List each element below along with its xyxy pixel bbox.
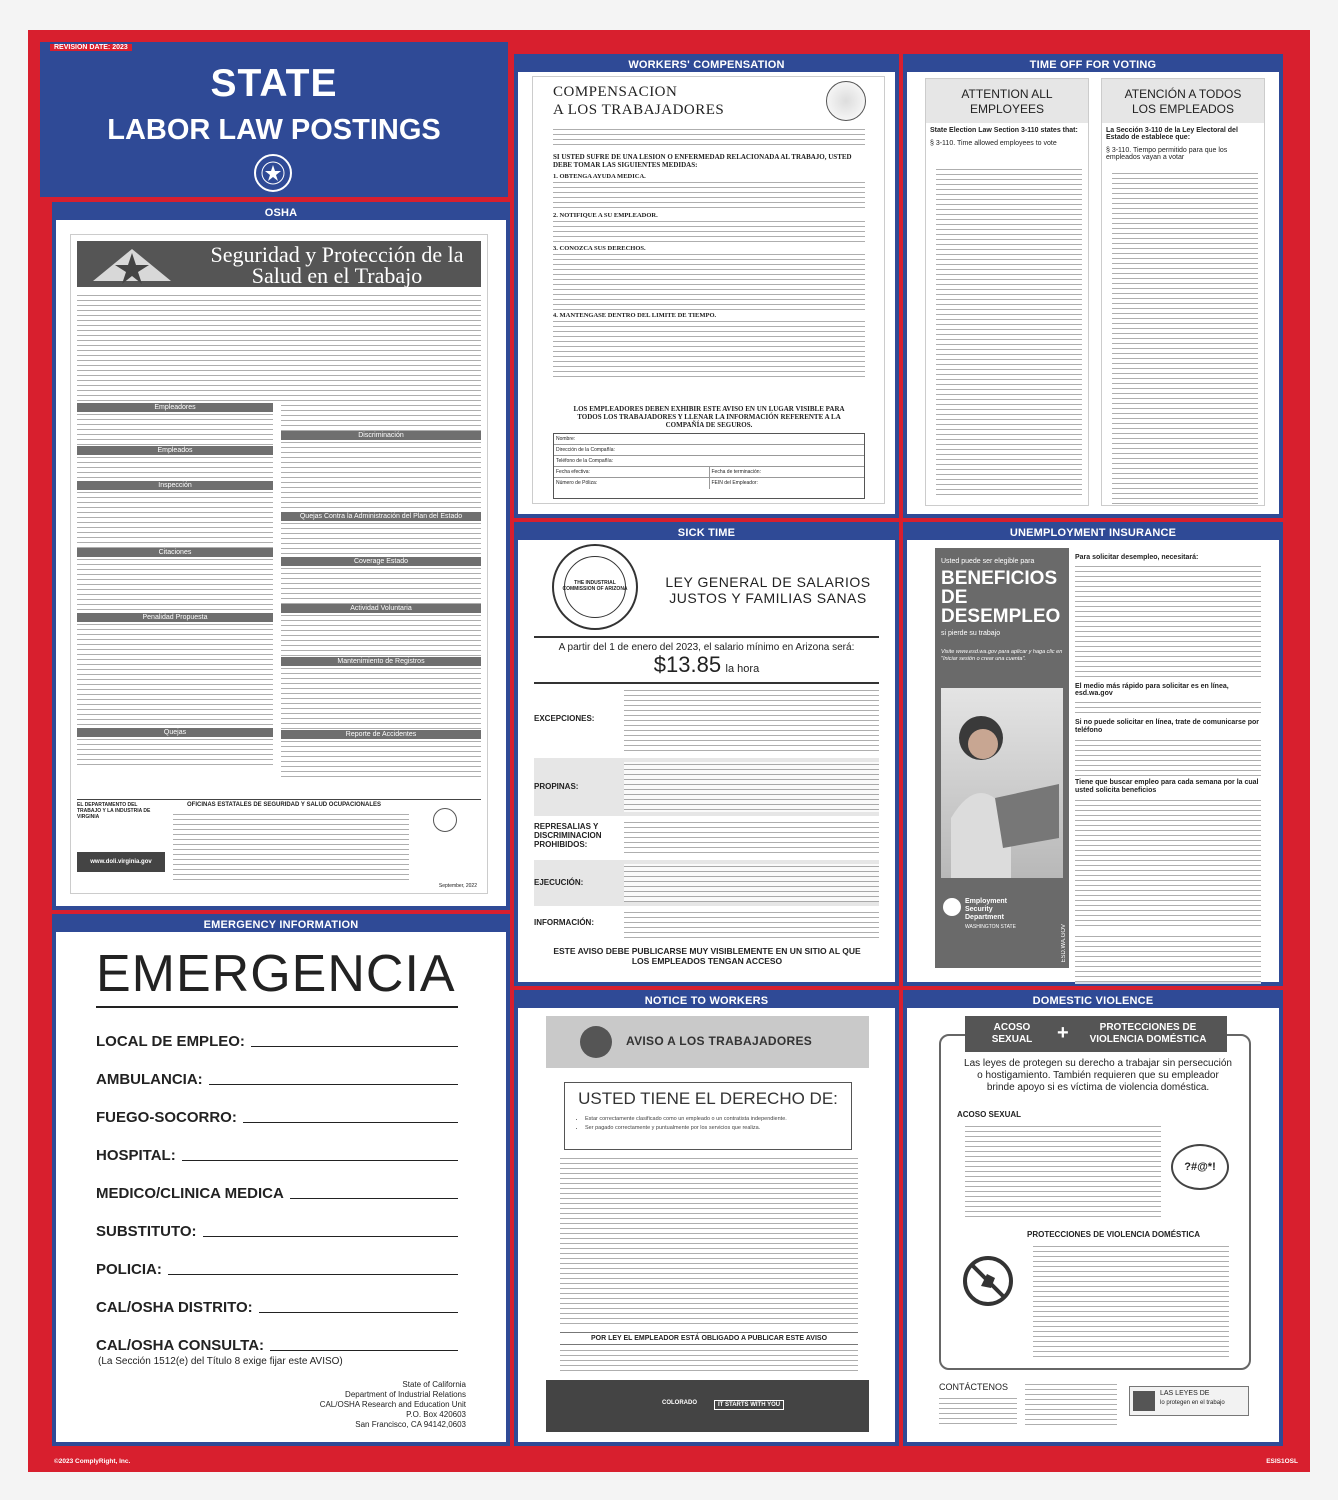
osha-subhead: Discriminación xyxy=(281,431,481,440)
oregon-logo-icon xyxy=(1133,1391,1155,1411)
voting-english: ATTENTION ALL EMPLOYEES State Election Law Section 3-110 states that: § 3-110. Time allowed employees to vote xyxy=(925,78,1089,506)
voting-spanish: ATENCIÓN A TODOS LOS EMPLEADOS La Sección 3-110 de la Ley Electoral del Estado de establece que: § 3-110. Tiempo permitido para que los empleados vayan a votar xyxy=(1101,78,1265,506)
wc-form: Nombre: Dirección de la Compañía: Teléfono de la Compañía: Fecha efectiva: Fecha de terminación: Número de Póliza: FEIN del Empleador: xyxy=(553,433,865,499)
dv-laws-box: LAS LEYES DE lo protegen en el trabajo xyxy=(1129,1386,1249,1416)
domestic-violence-panel xyxy=(903,990,1283,1446)
dv-intro: Las leyes de protegen su derecho a trabajar sin persecución o hostigamiento. También requieren que su empleador brinde apoyo si es víctima de violencia doméstica. xyxy=(964,1058,1232,1093)
sick-time-panel xyxy=(514,522,899,986)
unemployment-panel xyxy=(903,522,1283,986)
sick-table: EXCEPCIONES: PROPINAS: REPRESALIAS Y DISCRIMINACION PROHIBIDOS: EJECUCIÓN: INFORMACIÓN: xyxy=(534,682,879,940)
workers-comp-title: WORKERS' COMPENSATION xyxy=(518,58,895,72)
revision-date: REVISION DATE: 2023 xyxy=(50,44,132,51)
field-ambulancia[interactable]: AMBULANCIA: xyxy=(96,1050,458,1088)
emergency-fields xyxy=(96,1012,458,1354)
field-medico-clinica[interactable]: MEDICO/CLINICA MEDICA xyxy=(96,1164,458,1202)
osha-web: www.doli.virginia.gov xyxy=(77,852,165,872)
domestic-title: DOMESTIC VIOLENCE xyxy=(907,994,1279,1008)
sick-time-title: SICK TIME xyxy=(518,526,895,540)
arizona-seal-icon: THE INDUSTRIAL COMMISSION OF ARIZONA xyxy=(552,544,638,630)
osha-right-column xyxy=(281,403,481,795)
field-hospital[interactable]: HOSPITAL: xyxy=(96,1126,458,1164)
osha-subhead: Reporte de Accidentes xyxy=(281,730,481,739)
illinois-seal-icon xyxy=(826,81,866,121)
emergency-heading: EMERGENCIA xyxy=(96,945,456,1003)
osha-left-column xyxy=(77,403,273,795)
sick-wage: $13.85 la hora xyxy=(653,652,760,677)
product-code: ESIS1OSL xyxy=(1266,1458,1298,1465)
wc-title: COMPENSACION A LOS TRABAJADORES xyxy=(553,84,725,118)
notice-footer-bar: COLORADO IT STARTS WITH YOU xyxy=(546,1380,869,1432)
aviso-banner: AVISO A LOS TRABAJADORES xyxy=(546,1016,869,1068)
wc-steps: 1. OBTENGA AYUDA MEDICA. 2. NOTIFIQUE A SU EMPLEADOR. 3. CONOZCA SUS DERECHOS. 4. MANTENGASE DENTRO DEL LIMITE DE TIEMPO. xyxy=(553,173,865,377)
voting-panel xyxy=(903,54,1283,518)
field-calosha-distrito[interactable]: CAL/OSHA DISTRITO: xyxy=(96,1278,458,1316)
workers-comp-panel xyxy=(514,54,899,518)
field-local-empleo[interactable]: LOCAL DE EMPLEO: xyxy=(96,1012,458,1050)
speech-bubble-icon: ?#@*! xyxy=(1171,1144,1229,1190)
osha-subhead: Coverage Estado xyxy=(281,557,481,566)
emergency-panel xyxy=(52,914,510,1446)
osha-banner xyxy=(77,241,481,287)
osha-offices-title: OFICINAS ESTATALES DE SEGURIDAD Y SALUD OCUPACIONALES xyxy=(187,802,382,808)
colorado-seal-icon xyxy=(580,1026,612,1058)
osha-subhead: Penalidad Propuesta xyxy=(77,613,273,622)
sick-title: LEY GENERAL DE SALARIOS JUSTOS Y FAMILIAS SANAS xyxy=(665,574,871,606)
osha-subhead: Inspección xyxy=(77,481,273,490)
header-title-state: STATE xyxy=(210,62,338,105)
osha-offices xyxy=(77,799,481,889)
workers-comp-document xyxy=(532,76,885,504)
osha-subhead: Quejas xyxy=(77,728,273,737)
copyright: ©2023 ComplyRight, Inc. xyxy=(54,1458,131,1465)
voting-title: TIME OFF FOR VOTING xyxy=(907,58,1279,72)
notice-workers-title: NOTICE TO WORKERS xyxy=(518,994,895,1008)
emergency-note: (La Sección 1512(e) del Título 8 exige fijar este AVISO) xyxy=(98,1356,343,1367)
header-title-main: LABOR LAW POSTINGS xyxy=(107,114,441,146)
osha-title: OSHA xyxy=(56,206,506,220)
sick-wage-intro: A partir del 1 de enero del 2023, el salario mínimo en Arizona será: xyxy=(534,636,879,653)
field-substituto[interactable]: SUBSTITUTO: xyxy=(96,1202,458,1240)
osha-intro-text xyxy=(77,293,481,401)
esd-logo-icon xyxy=(943,898,961,916)
ui-right-text: Para solicitar desempleo, necesitará: El medio más rápido para solicitar es en línea, esd.wa.gov Si no puede solicitar en línea, trate de comunicarse por teléfono Tiene que buscar empleo para cada semana por la cual usted solicita beneficios xyxy=(1075,554,1261,966)
osha-footer-date: September, 2022 xyxy=(438,883,477,889)
field-fuego-socorro[interactable]: FUEGO-SOCORRO: xyxy=(96,1088,458,1126)
rights-box: USTED TIENE EL DERECHO DE: • Estar correctamente clasificado como un empleado o un contratista independiente. • Ser pagado correctamente y puntualmente por los servicios que realiza. xyxy=(564,1082,852,1150)
seal-icon xyxy=(256,156,290,190)
field-calosha-consulta[interactable]: CAL/OSHA CONSULTA: xyxy=(96,1316,458,1354)
emergency-title: EMERGENCY INFORMATION xyxy=(56,918,506,932)
dv-sub-protecciones: PROTECCIONES DE VIOLENCIA DOMÉSTICA xyxy=(1027,1230,1201,1239)
sick-notice: ESTE AVISO DEBE PUBLICARSE MUY VISIBLEMENTE EN UN SITIO AL QUE LOS EMPLEADOS TENGAN ACCESO xyxy=(553,946,861,966)
wc-lesion-head: SI USTED SUFRE DE UNA LESION O ENFERMEDAD RELACIONADA AL TRABAJO, USTED DEBE TOMAR LAS SIGUIENTES MEDIDAS: xyxy=(553,153,852,169)
poster-header xyxy=(40,42,508,197)
virginia-seal-icon xyxy=(433,808,457,832)
wc-exhibit: LOS EMPLEADORES DEBEN EXHIBIR ESTE AVISO EN UN LUGAR VISIBLE PARA TODOS LOS TRABAJADORES Y LLENAR LA INFORMACIÓN REFERENTE A LA COMPAÑÍA DE SEGUROS. xyxy=(573,405,845,429)
woman-laptop-photo xyxy=(941,688,1063,878)
osha-star-logo-icon xyxy=(87,241,177,287)
attorney-approved-seal xyxy=(254,154,292,192)
osha-panel xyxy=(52,202,510,910)
osha-subhead: Empleadores xyxy=(77,403,273,412)
osha-dept: EL DEPARTAMENTO DEL TRABAJO Y LA INDUSTRIA DE VIRGINIA xyxy=(77,802,151,820)
dv-tab: ACOSO SEXUAL + PROTECCIONES DE VIOLENCIA DOMÉSTICA xyxy=(965,1016,1227,1052)
osha-subhead: Citaciones xyxy=(77,548,273,557)
field-policia[interactable]: POLICIA: xyxy=(96,1240,458,1278)
osha-subhead: Actividad Voluntaria xyxy=(281,604,481,613)
poster xyxy=(28,30,1310,1472)
no-violence-icon xyxy=(963,1256,1013,1306)
dv-contacts: CONTÁCTENOS xyxy=(939,1382,1009,1392)
notice-law: POR LEY EL EMPLEADOR ESTÁ OBLIGADO A PUBLICAR ESTE AVISO xyxy=(560,1332,858,1345)
osha-document xyxy=(70,234,488,894)
emergency-address: State of California Department of Industrial Relations CAL/OSHA Research and Education Unit P.O. Box 420603 San Francisco, CA 94142,0603 xyxy=(319,1380,466,1429)
unemployment-title: UNEMPLOYMENT INSURANCE xyxy=(907,526,1279,540)
osha-subhead: Quejas Contra la Administración del Plan del Estado xyxy=(281,512,481,521)
notice-workers-panel xyxy=(514,990,899,1446)
dv-sub-acoso: ACOSO SEXUAL xyxy=(957,1110,1022,1119)
osha-banner-title: Seguridad y Protección de la Salud en el Trabajo xyxy=(210,242,464,288)
osha-subhead: Empleados xyxy=(77,446,273,455)
ui-left-block: Usted puede ser elegible para BENEFICIOS DE DESEMPLEO si pierde su trabajo Visite www.esd.wa.gov para aplicar y haga clic en "Iniciar sesión o crear una cuenta". Employment Security Department WASHINGTON STATE ESD.WA.GOV xyxy=(935,548,1069,968)
osha-subhead: Mantenimiento de Registros xyxy=(281,657,481,666)
